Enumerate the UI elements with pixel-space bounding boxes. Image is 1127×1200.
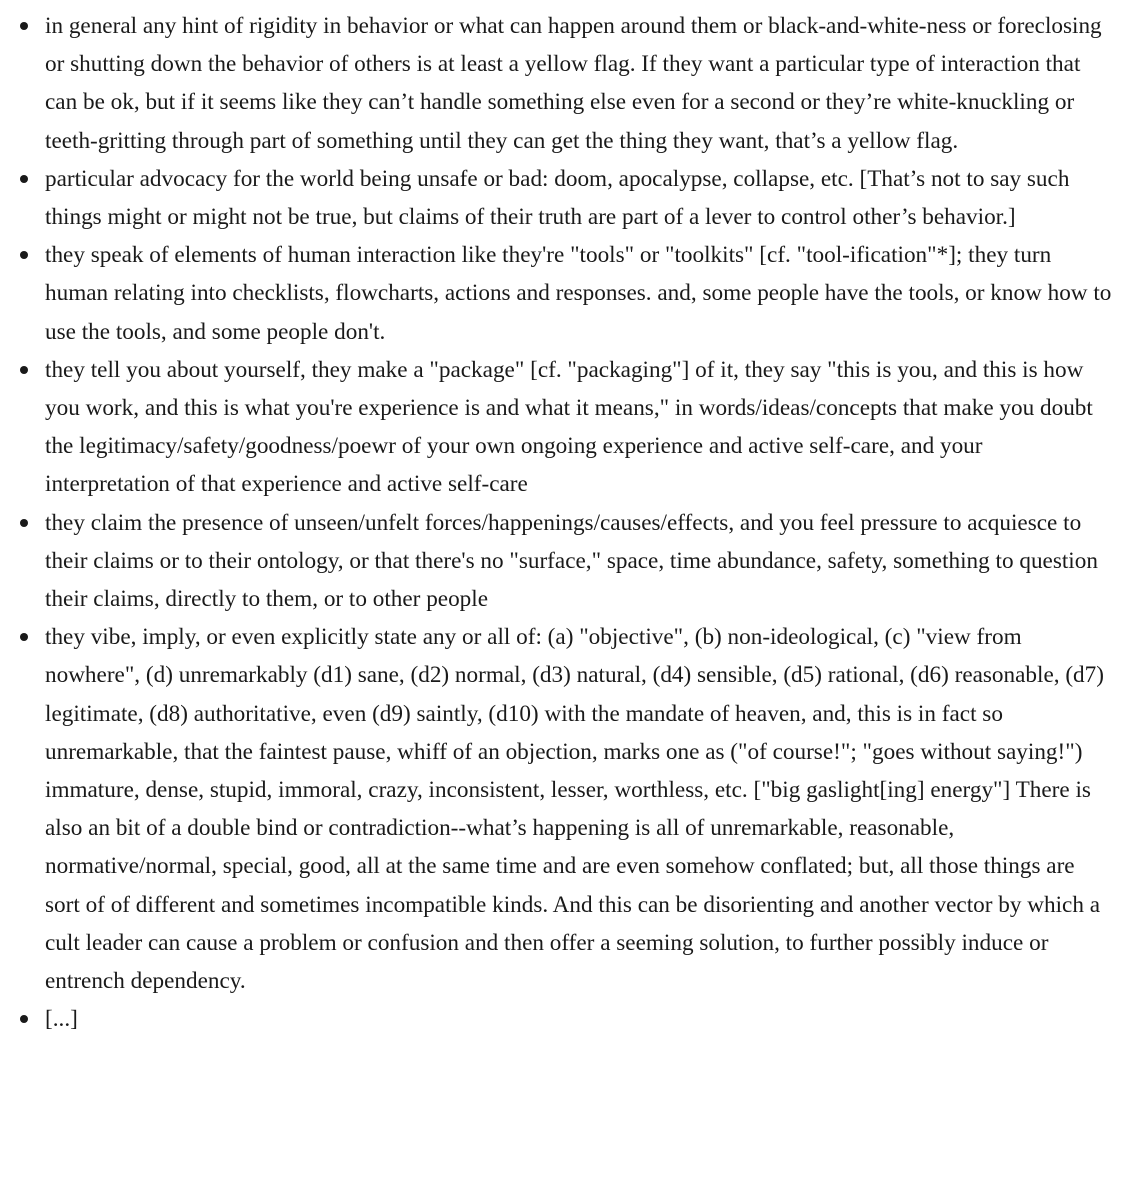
list-item [0,7,1127,160]
bullet-icon [20,251,28,259]
list-item-text: they vibe, imply, or even explicitly state any or all of: (a) "objective", (b) non-ideological, (c) "view from nowhere", (d) unremarkably (d1) sane, (d2) normal, (d3) natural, (d4) sensible, (d5) rational, (d6) reasonable, (d7) legitimate, (d8) authoritative, even (d9) saintly, (d10) with the mandate of heaven, and, this is in fact so unremarkable, that the faintest pause, whiff of an objection, marks one as ("of course!"; "goes without saying!") immature, dense, stupid, immoral, crazy, inconsistent, lesser, worthless, etc. ["big gaslight[ing] energy"] There is also an bit of a double bind or contradiction--what’s happening is all of unremarkable, reasonable, normative/normal, special, good, all at the same time and are even somehow conflated; but, all those things are sort of of different and sometimes incompatible kinds. And this can be disorienting and another vector by which a cult leader can cause a problem or confusion and then offer a seeming solution, to further possibly induce or entrench dependency. [45,624,1104,995]
bullet-icon [20,366,28,374]
list-item [0,351,1127,504]
list-item-text: in general any hint of rigidity in behavior or what can happen around them or black-and-white-ness or foreclosing or shutting down the behavior of others is at least a yellow flag. If they want a particular type of interaction that can be ok, but if it seems like they can’t handle something else even for a second or they’re white-knuckling or teeth-gritting through part of something until they can get the thing they want, that’s a yellow flag. [45,13,1102,154]
list-item-text: they tell you about yourself, they make a "package" [cf. "packaging"] of it, they say "this is you, and this is how you work, and this is what you're experience is and what it means," in words/ideas/concepts that make you doubt the legitimacy/safety/goodness/poewr of your own ongoing experience and active self-care, and your interpretation of that experience and active self-care [45,356,1093,498]
list-item-text: they claim the presence of unseen/unfelt forces/happenings/causes/effects, and you feel pressure to acquiesce to their claims or to their ontology, or that there's no "surface," space, time abundance, safety, something to question their claims, directly to them, or to other people [45,509,1098,613]
bullet-icon [20,633,28,641]
bullet-icon [20,175,28,183]
bullet-icon [20,22,28,30]
list-item [0,618,1127,1000]
list-item-text: they speak of elements of human interaction like they're "tools" or "toolkits" [cf. "tool-ification"*]; they turn human relating into checklists, flowcharts, actions and responses. and, some people have the tools, or know how to use the tools, and some people don't. [45,242,1112,345]
bullet-icon [20,1015,28,1023]
bullet-icon [20,519,28,527]
list-item [0,1000,1127,1038]
list-item [0,504,1127,619]
list-item [0,236,1127,351]
list-item-text: particular advocacy for the world being unsafe or bad: doom, apocalypse, collapse, etc. [That’s not to say such things might or might not be true, but claims of their truth are part of a lever to control other’s behavior.] [45,165,1070,231]
bullet-list [0,7,1127,1038]
list-item-text: [...] [45,1006,78,1033]
list-item [0,160,1127,236]
